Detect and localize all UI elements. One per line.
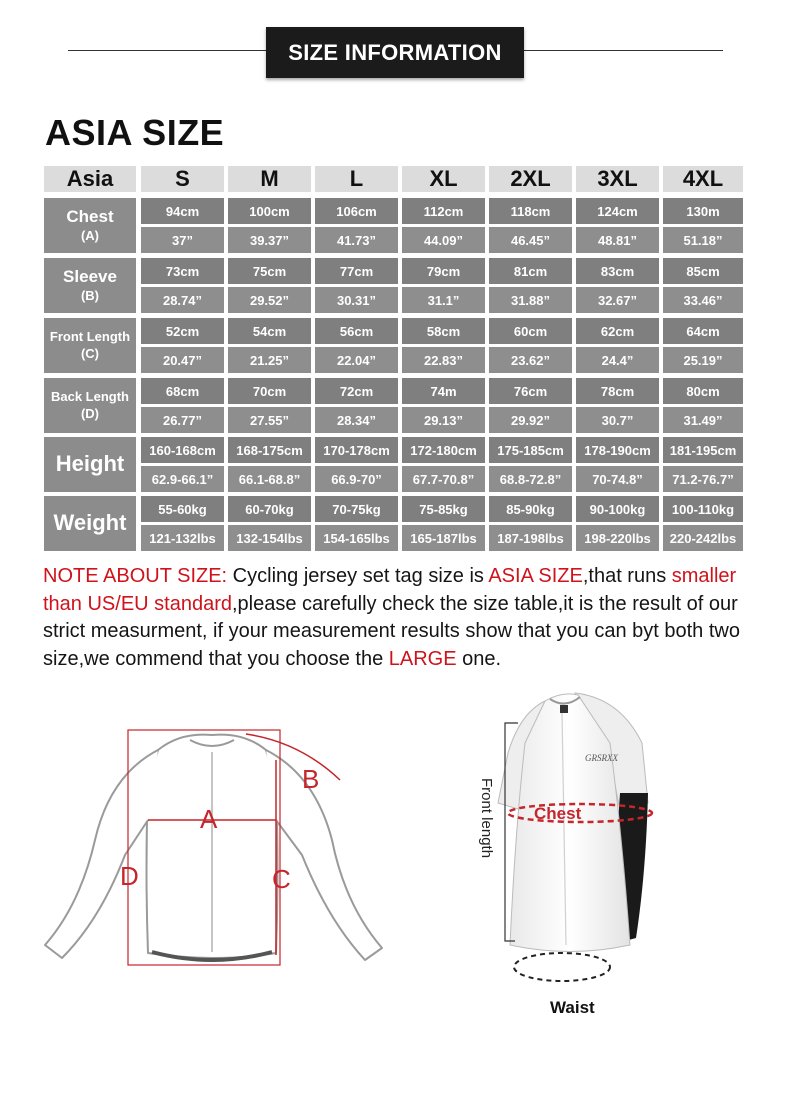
cell-metric: 124cm	[576, 198, 659, 224]
cell-metric: 94cm	[141, 198, 224, 224]
cell-imperial: 28.74”	[141, 287, 224, 313]
size-header-s: S	[141, 166, 224, 192]
cell-metric: 58cm	[402, 318, 485, 344]
cell-imperial: 198-220lbs	[576, 525, 659, 551]
cell-metric: 60cm	[489, 318, 572, 344]
brand-logo: GRSRXX	[585, 753, 618, 763]
cell-metric: 106cm	[315, 198, 398, 224]
cell-metric: 130m	[663, 198, 743, 224]
note-asia-size: ASIA SIZE	[488, 565, 583, 587]
cell-metric: 80cm	[663, 378, 743, 404]
cell-metric: 77cm	[315, 258, 398, 284]
cell-imperial: 20.47”	[141, 347, 224, 373]
row-label: Sleeve	[63, 266, 117, 286]
row-header-back-length	[44, 378, 136, 433]
cell-imperial: 24.4”	[576, 347, 659, 373]
cell-metric: 100cm	[228, 198, 311, 224]
cell-imperial: 154-165lbs	[315, 525, 398, 551]
note-text-1: Cycling jersey set tag size is	[227, 565, 489, 587]
cell-metric: 73cm	[141, 258, 224, 284]
row-label: Weight	[53, 510, 127, 536]
cell-imperial: 48.81”	[576, 227, 659, 253]
cell-metric: 100-110kg	[663, 496, 743, 522]
cell-metric: 78cm	[576, 378, 659, 404]
cell-metric: 118cm	[489, 198, 572, 224]
cell-metric: 56cm	[315, 318, 398, 344]
cell-metric: 64cm	[663, 318, 743, 344]
cell-imperial: 33.46”	[663, 287, 743, 313]
note-standard: smaller than US/EU standard	[43, 565, 737, 615]
cell-metric: 160-168cm	[141, 437, 224, 463]
row-label: Front Length	[49, 328, 131, 344]
row-header-weight	[44, 496, 136, 551]
cell-imperial: 67.7-70.8”	[402, 466, 485, 492]
cell-imperial: 44.09”	[402, 227, 485, 253]
cell-imperial: 71.2-76.7”	[663, 466, 743, 492]
cell-imperial: 30.31”	[315, 287, 398, 313]
short-sleeve-jersey-diagram	[470, 683, 690, 1018]
header-line-left	[68, 50, 268, 51]
note-large: LARGE	[388, 647, 457, 670]
row-label: Back Length	[50, 388, 129, 404]
row-code: (B)	[80, 288, 100, 304]
cell-metric: 75-85kg	[402, 496, 485, 522]
table-corner-header: Asia	[44, 166, 136, 192]
row-code: (A)	[80, 228, 100, 244]
cell-imperial: 121-132lbs	[141, 525, 224, 551]
label-waist: Waist	[550, 998, 595, 1017]
cell-metric: 181-195cm	[663, 437, 743, 463]
cell-imperial: 39.37”	[228, 227, 311, 253]
cell-metric: 62cm	[576, 318, 659, 344]
cell-metric: 70-75kg	[315, 496, 398, 522]
cell-imperial: 31.49”	[663, 407, 743, 433]
cell-imperial: 25.19”	[663, 347, 743, 373]
cell-imperial: 220-242lbs	[663, 525, 743, 551]
cell-metric: 60-70kg	[228, 496, 311, 522]
cell-imperial: 27.55”	[228, 407, 311, 433]
cell-imperial: 29.52”	[228, 287, 311, 313]
cell-metric: 175-185cm	[489, 437, 572, 463]
row-label: Height	[55, 451, 125, 477]
row-header-chest	[44, 198, 136, 253]
note-text-2: ,that runs	[582, 565, 672, 587]
row-header-front-length	[44, 318, 136, 373]
cell-imperial: 66.1-68.8”	[228, 466, 311, 492]
row-header-sleeve	[44, 258, 136, 313]
cell-imperial: 46.45”	[489, 227, 572, 253]
cell-imperial: 165-187lbs	[402, 525, 485, 551]
row-label: Chest	[66, 206, 114, 226]
cell-metric: 170-178cm	[315, 437, 398, 463]
label-c: C	[272, 864, 291, 894]
cell-imperial: 21.25”	[228, 347, 311, 373]
size-header-4xl: 4XL	[663, 166, 743, 192]
cell-imperial: 28.34”	[315, 407, 398, 433]
cell-imperial: 31.1”	[402, 287, 485, 313]
cell-imperial: 187-198lbs	[489, 525, 572, 551]
row-header-height	[44, 437, 136, 492]
cell-metric: 83cm	[576, 258, 659, 284]
cell-imperial: 31.88”	[489, 287, 572, 313]
cell-imperial: 68.8-72.8”	[489, 466, 572, 492]
cell-metric: 55-60kg	[141, 496, 224, 522]
note-text-3: ,please carefully check the size table,it is the result of our strict measurment, if your measurement results show that you can byt both two size,we commend that you choose the	[43, 592, 740, 670]
cell-metric: 172-180cm	[402, 437, 485, 463]
cell-imperial: 26.77”	[141, 407, 224, 433]
cell-metric: 68cm	[141, 378, 224, 404]
size-header-l: L	[315, 166, 398, 192]
label-d: D	[120, 861, 139, 891]
long-sleeve-jersey-diagram	[40, 720, 410, 975]
cell-imperial: 70-74.8”	[576, 466, 659, 492]
size-header-3xl: 3XL	[576, 166, 659, 192]
cell-imperial: 22.04”	[315, 347, 398, 373]
cell-imperial: 51.18”	[663, 227, 743, 253]
cell-metric: 54cm	[228, 318, 311, 344]
note-heading: NOTE ABOUT SIZE:	[43, 565, 228, 587]
cell-metric: 85-90kg	[489, 496, 572, 522]
cell-metric: 168-175cm	[228, 437, 311, 463]
label-b: B	[302, 764, 320, 794]
cell-imperial: 30.7”	[576, 407, 659, 433]
label-a: A	[200, 804, 218, 834]
cell-imperial: 66.9-70”	[315, 466, 398, 492]
cell-metric: 70cm	[228, 378, 311, 404]
cell-imperial: 29.92”	[489, 407, 572, 433]
cell-metric: 178-190cm	[576, 437, 659, 463]
cell-metric: 79cm	[402, 258, 485, 284]
section-title: ASIA SIZE	[45, 112, 225, 153]
cell-metric: 75cm	[228, 258, 311, 284]
cell-metric: 112cm	[402, 198, 485, 224]
cell-imperial: 132-154lbs	[228, 525, 311, 551]
size-note	[43, 563, 763, 673]
cell-imperial: 29.13”	[402, 407, 485, 433]
header-line-right	[522, 50, 723, 51]
cell-metric: 76cm	[489, 378, 572, 404]
cell-metric: 85cm	[663, 258, 743, 284]
cell-imperial: 32.67”	[576, 287, 659, 313]
cell-metric: 72cm	[315, 378, 398, 404]
row-code: (C)	[80, 346, 100, 361]
label-front-length: Front length	[478, 778, 495, 859]
size-header-m: M	[228, 166, 311, 192]
note-text-4: one.	[456, 647, 502, 670]
cell-imperial: 37”	[141, 227, 224, 253]
cell-metric: 81cm	[489, 258, 572, 284]
cell-imperial: 41.73”	[315, 227, 398, 253]
cell-metric: 90-100kg	[576, 496, 659, 522]
label-chest: Chest	[534, 804, 582, 823]
cell-metric: 52cm	[141, 318, 224, 344]
cell-imperial: 23.62”	[489, 347, 572, 373]
header-title: SIZE INFORMATION	[266, 27, 524, 78]
row-code: (D)	[80, 406, 100, 421]
cell-metric: 74m	[402, 378, 485, 404]
cell-imperial: 62.9-66.1”	[141, 466, 224, 492]
size-header-xl: XL	[402, 166, 485, 192]
size-header-2xl: 2XL	[489, 166, 572, 192]
cell-imperial: 22.83”	[402, 347, 485, 373]
